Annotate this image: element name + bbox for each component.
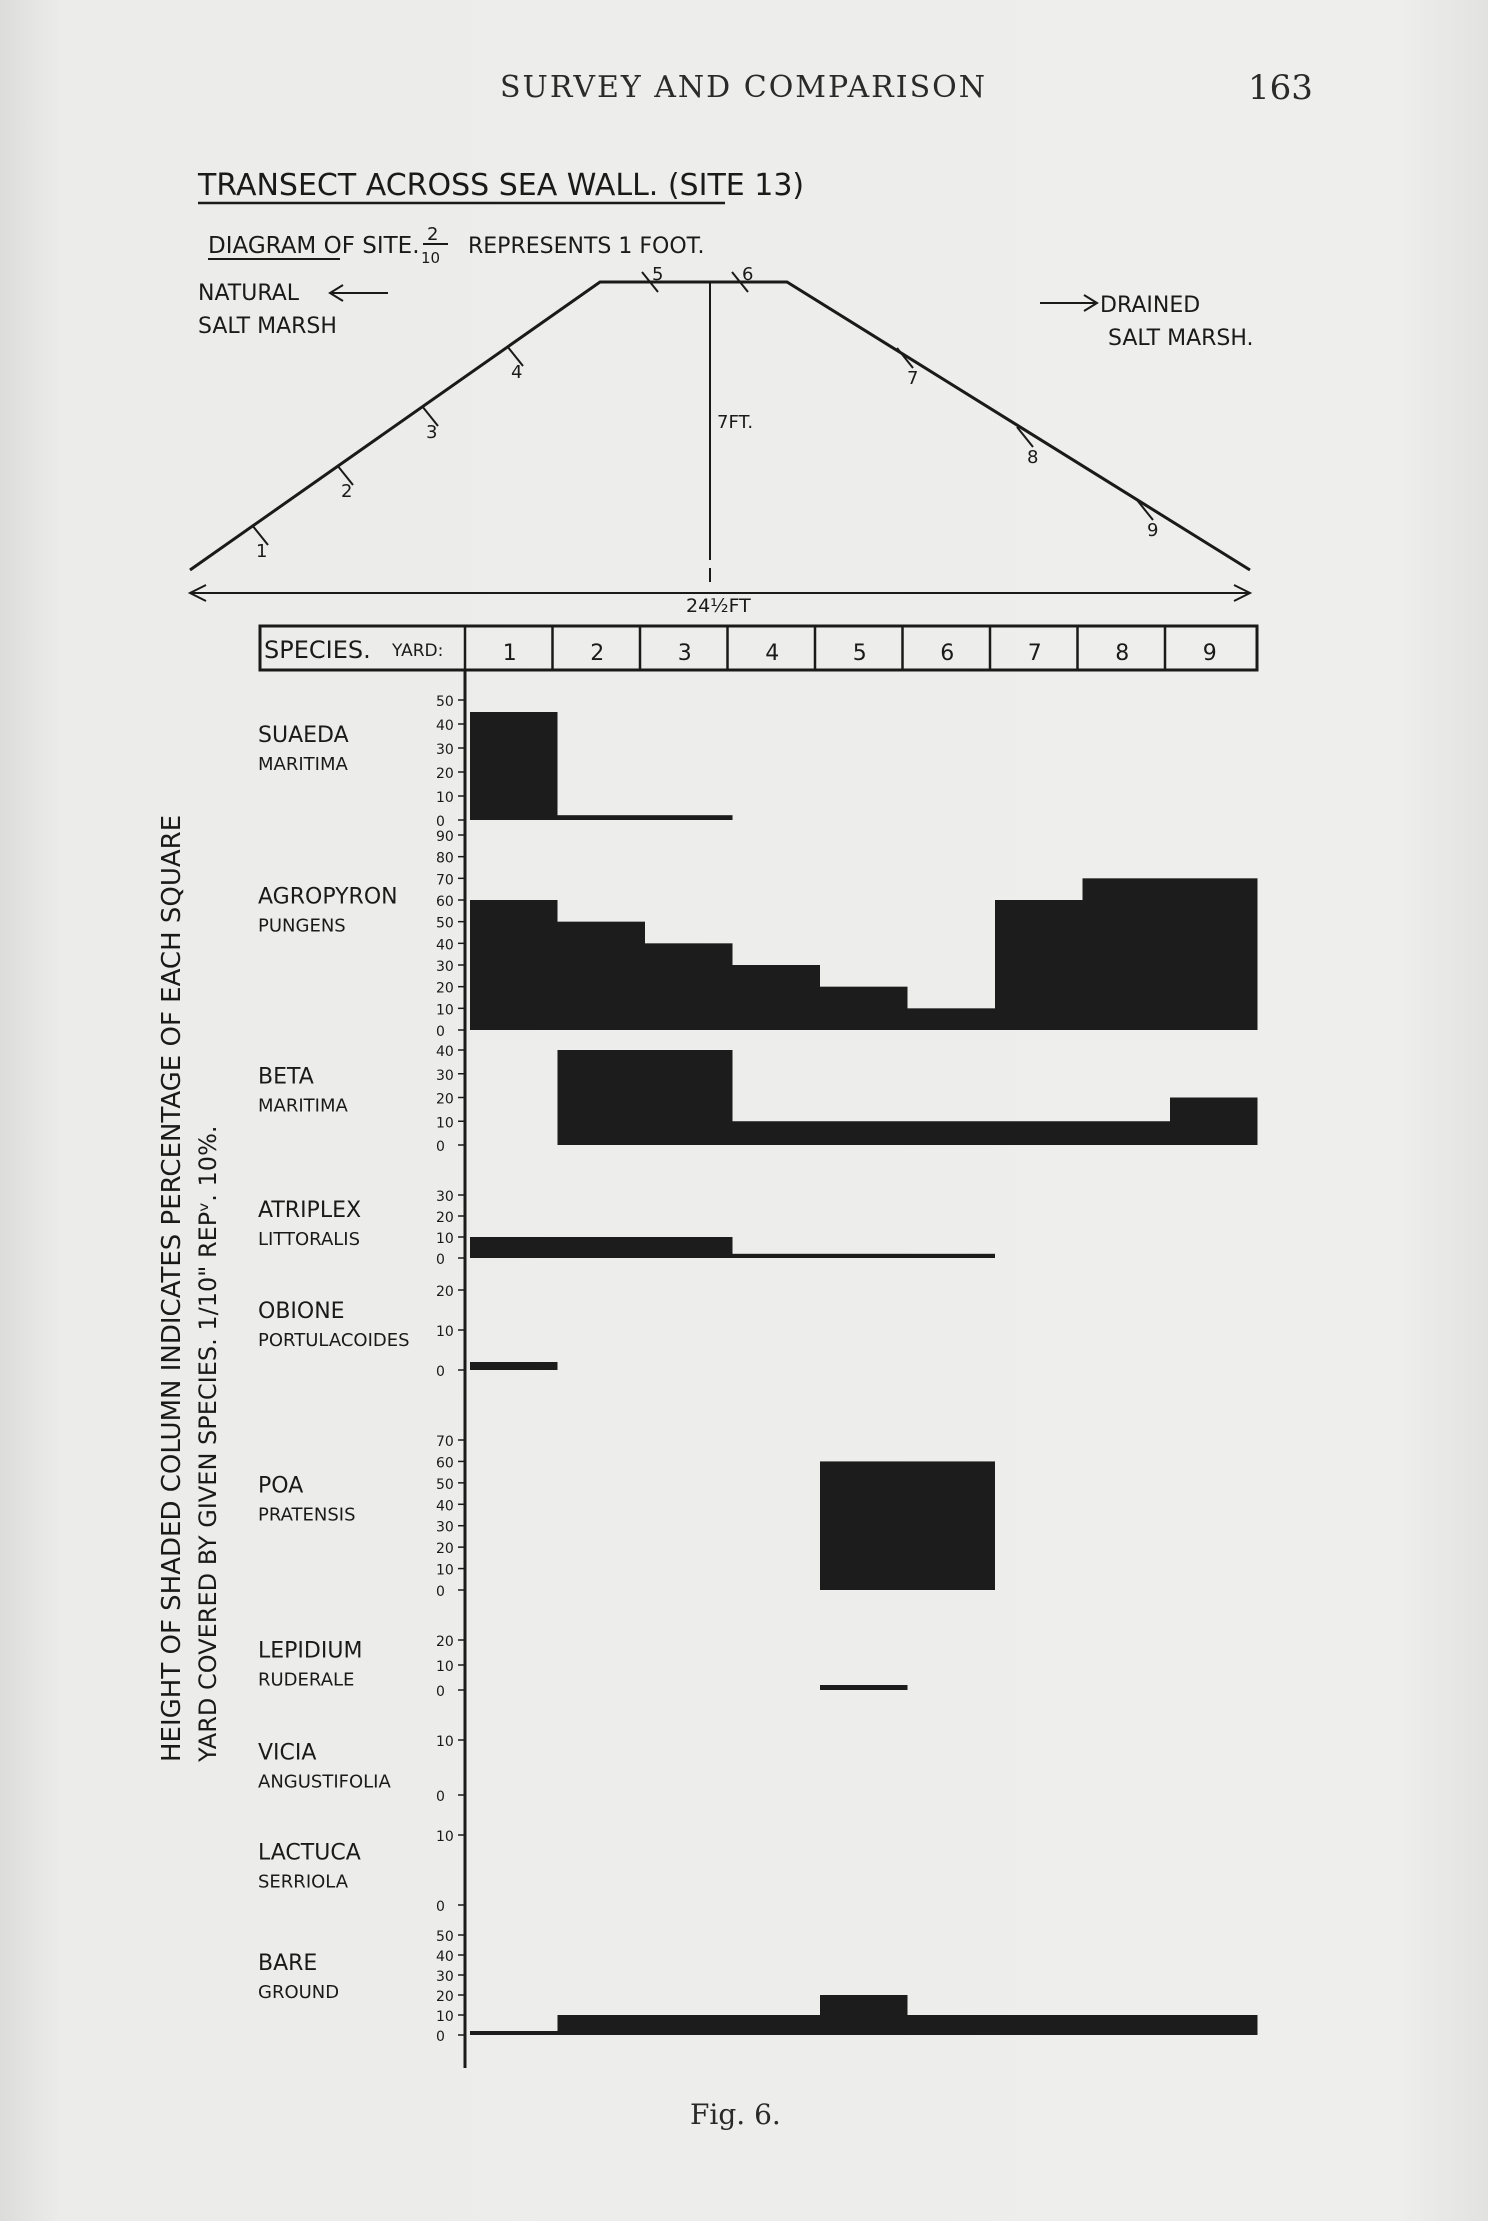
axis-tick-label: 0 [436, 2029, 445, 2045]
bar [558, 1050, 646, 1145]
height-label: 7FT. [717, 412, 754, 433]
axis-tick-label: 50 [436, 1929, 454, 1945]
axis-tick-label: 10 [436, 1231, 454, 1247]
bar [733, 1254, 821, 1258]
bar [908, 1008, 996, 1030]
bar [908, 1121, 996, 1145]
bar [820, 987, 908, 1030]
species-name-line-2: ANGUSTIFOLIA [258, 1771, 391, 1793]
axis-tick-label: 40 [436, 718, 454, 734]
axis-tick-label: 0 [436, 1684, 445, 1700]
scale-note-prefix: DIAGRAM OF SITE. [208, 233, 420, 259]
species-row [258, 1829, 465, 1915]
bar [1083, 1121, 1171, 1145]
species-name-line-2: RUDERALE [258, 1669, 355, 1691]
left-label-natural: NATURAL [198, 281, 300, 306]
profile-yard-number: 9 [1147, 520, 1159, 541]
bar [470, 1237, 558, 1258]
axis-tick-label: 20 [436, 1989, 454, 2005]
axis-tick-label: 90 [436, 829, 454, 845]
species-name-line-1: BETA [258, 1064, 314, 1090]
bar [1170, 2015, 1258, 2035]
axis-tick-label: 0 [436, 1364, 445, 1380]
bar [733, 965, 821, 1030]
bar [645, 943, 733, 1030]
profile-yard-number: 6 [742, 264, 754, 285]
bar [733, 2015, 821, 2035]
bar [558, 922, 646, 1030]
header-yard-number: 4 [765, 641, 780, 666]
bar [820, 1461, 908, 1590]
axis-tick-label: 10 [436, 1659, 454, 1675]
species-bar-chart [258, 694, 1258, 2045]
bar [908, 2015, 996, 2035]
axis-tick-label: 20 [436, 766, 454, 782]
bar [558, 815, 646, 820]
species-row [258, 829, 1258, 1040]
header-yard: YARD: [392, 641, 444, 661]
axis-tick-label: 50 [436, 1476, 454, 1493]
left-label-salt-marsh: SALT MARSH [198, 314, 337, 339]
axis-tick-label: 10 [436, 1002, 454, 1019]
axis-tick-label: 20 [436, 1541, 454, 1558]
profile-yard-number: 7 [907, 368, 919, 389]
axis-tick-label: 30 [436, 1067, 454, 1084]
yard-markers [252, 264, 1158, 562]
bar [820, 1685, 908, 1690]
species-row [258, 694, 733, 830]
axis-tick-label: 10 [436, 1324, 454, 1340]
species-row [258, 1929, 1258, 2045]
figure-title: TRANSECT ACROSS SEA WALL. (SITE 13) [198, 168, 805, 203]
species-row [258, 1434, 995, 1600]
bar [1083, 878, 1171, 1030]
axis-tick-label: 70 [436, 872, 454, 889]
species-name-line-1: ATRIPLEX [258, 1198, 362, 1224]
species-table-header [260, 626, 1257, 670]
bar [645, 2015, 733, 2035]
header-yard-number: 1 [502, 641, 517, 666]
bar [470, 900, 558, 1030]
bar [995, 1121, 1083, 1145]
header-yard-number: 6 [940, 641, 955, 666]
right-label-salt-marsh: SALT MARSH. [1108, 326, 1254, 351]
species-name-line-2: GROUND [258, 1982, 340, 2003]
axis-tick-label: 0 [436, 1024, 445, 1040]
axis-tick-label: 10 [436, 1829, 454, 1845]
bar [733, 1121, 821, 1145]
species-name-line-1: LACTUCA [258, 1840, 361, 1866]
species-row [258, 1634, 908, 1700]
bar [995, 900, 1083, 1030]
axis-tick-label: 70 [436, 1434, 454, 1450]
figure-caption: Fig. 6. [690, 2098, 781, 2131]
header-yard-number: 9 [1202, 641, 1217, 666]
profile-yard-number: 2 [341, 481, 353, 502]
axis-tick-label: 80 [436, 850, 454, 867]
scale-note-suffix: REPRESENTS 1 FOOT. [468, 234, 705, 259]
bar [1170, 878, 1258, 1030]
axis-tick-label: 0 [436, 1139, 445, 1155]
species-name-line-2: MARITIMA [258, 754, 348, 775]
bar [470, 1362, 558, 1370]
axis-tick-label: 50 [436, 915, 454, 932]
axis-tick-label: 30 [436, 1189, 454, 1205]
axis-tick-label: 10 [436, 1115, 454, 1132]
bar [470, 2031, 558, 2035]
axis-tick-label: 0 [436, 1899, 445, 1915]
bar [558, 1237, 646, 1258]
species-name-line-1: POA [258, 1473, 304, 1499]
bar [908, 1461, 996, 1590]
axis-tick-label: 0 [436, 814, 445, 830]
bar [558, 2015, 646, 2035]
species-row [258, 1044, 1258, 1155]
profile-yard-number: 8 [1027, 447, 1039, 468]
bar [820, 1995, 908, 2035]
axis-tick-label: 30 [436, 959, 454, 975]
axis-tick-label: 20 [436, 1210, 454, 1226]
axis-tick-label: 40 [436, 1949, 454, 1965]
axis-tick-label: 40 [436, 1498, 454, 1515]
species-row [258, 1284, 558, 1380]
axis-tick-label: 10 [436, 790, 454, 806]
species-name-line-2: PUNGENS [258, 915, 346, 937]
bar [908, 1254, 996, 1258]
species-row [258, 1189, 995, 1268]
species-name-line-2: PORTULACOIDES [258, 1330, 410, 1351]
scale-fraction-denominator: 10 [421, 249, 441, 267]
species-name-line-2: MARITIMA [258, 1095, 348, 1117]
header-yard-number: 2 [590, 641, 605, 666]
axis-tick-label: 0 [436, 1789, 445, 1805]
species-name-line-2: PRATENSIS [258, 1504, 356, 1526]
vertical-caption-line-1: HEIGHT OF SHADED COLUMN INDICATES PERCENTAGE OF EACH SQUARE [157, 814, 187, 1762]
header-yard-number: 3 [677, 641, 692, 666]
page-number: 163 [1248, 68, 1313, 108]
profile-yard-number: 1 [256, 541, 268, 562]
header-yard-number: 7 [1027, 641, 1042, 666]
header-yard-number: 5 [852, 641, 867, 666]
axis-tick-label: 10 [436, 2009, 454, 2025]
bar [995, 2015, 1083, 2035]
species-name-line-1: LEPIDIUM [258, 1638, 363, 1664]
axis-tick-label: 40 [436, 1044, 454, 1060]
bar [1170, 1098, 1258, 1146]
sea-wall-profile [190, 264, 1250, 617]
width-label: 24½FT [686, 595, 751, 617]
species-name-line-1: BARE [258, 1951, 318, 1976]
axis-tick-label: 10 [436, 1734, 454, 1750]
species-name-line-1: VICIA [258, 1740, 317, 1766]
profile-yard-number: 4 [511, 362, 523, 383]
bar [645, 815, 733, 820]
axis-tick-label: 0 [436, 1252, 445, 1268]
axis-tick-label: 10 [436, 1562, 454, 1579]
axis-tick-label: 60 [436, 1455, 454, 1472]
axis-tick-label: 40 [436, 937, 454, 954]
right-label-drained: DRAINED [1100, 293, 1201, 318]
header-species: SPECIES. [264, 636, 371, 664]
vertical-caption-line-2: YARD COVERED BY GIVEN SPECIES. 1/10" REPᵛ. 10%. [194, 1125, 222, 1762]
yard-number-cells [465, 626, 1217, 670]
axis-tick-label: 30 [436, 1969, 454, 1985]
axis-tick-label: 0 [436, 1584, 445, 1600]
species-row [258, 1734, 465, 1805]
bar [470, 712, 558, 820]
profile-yard-number: 3 [426, 422, 438, 443]
axis-tick-label: 20 [436, 980, 454, 997]
axis-tick-label: 20 [436, 1634, 454, 1650]
bar [1083, 2015, 1171, 2035]
axis-tick-label: 20 [436, 1091, 454, 1108]
running-title: SURVEY AND COMPARISON [500, 70, 987, 105]
species-name-line-1: OBIONE [258, 1299, 345, 1324]
profile-yard-number: 5 [652, 264, 664, 285]
axis-tick-label: 20 [436, 1284, 454, 1300]
species-name-line-2: LITTORALIS [258, 1229, 361, 1251]
axis-tick-label: 30 [436, 1519, 454, 1536]
axis-tick-label: 30 [436, 742, 454, 758]
axis-tick-label: 60 [436, 894, 454, 910]
species-name-line-1: AGROPYRON [258, 884, 398, 910]
bar [820, 1121, 908, 1145]
species-name-line-1: SUAEDA [258, 723, 349, 748]
bar [645, 1050, 733, 1145]
scale-fraction-numerator: 2 [427, 224, 439, 245]
axis-tick-label: 50 [436, 694, 454, 710]
species-name-line-2: SERRIOLA [258, 1871, 349, 1893]
header-yard-number: 8 [1115, 641, 1130, 666]
bar [645, 1237, 733, 1258]
bar [820, 1254, 908, 1258]
